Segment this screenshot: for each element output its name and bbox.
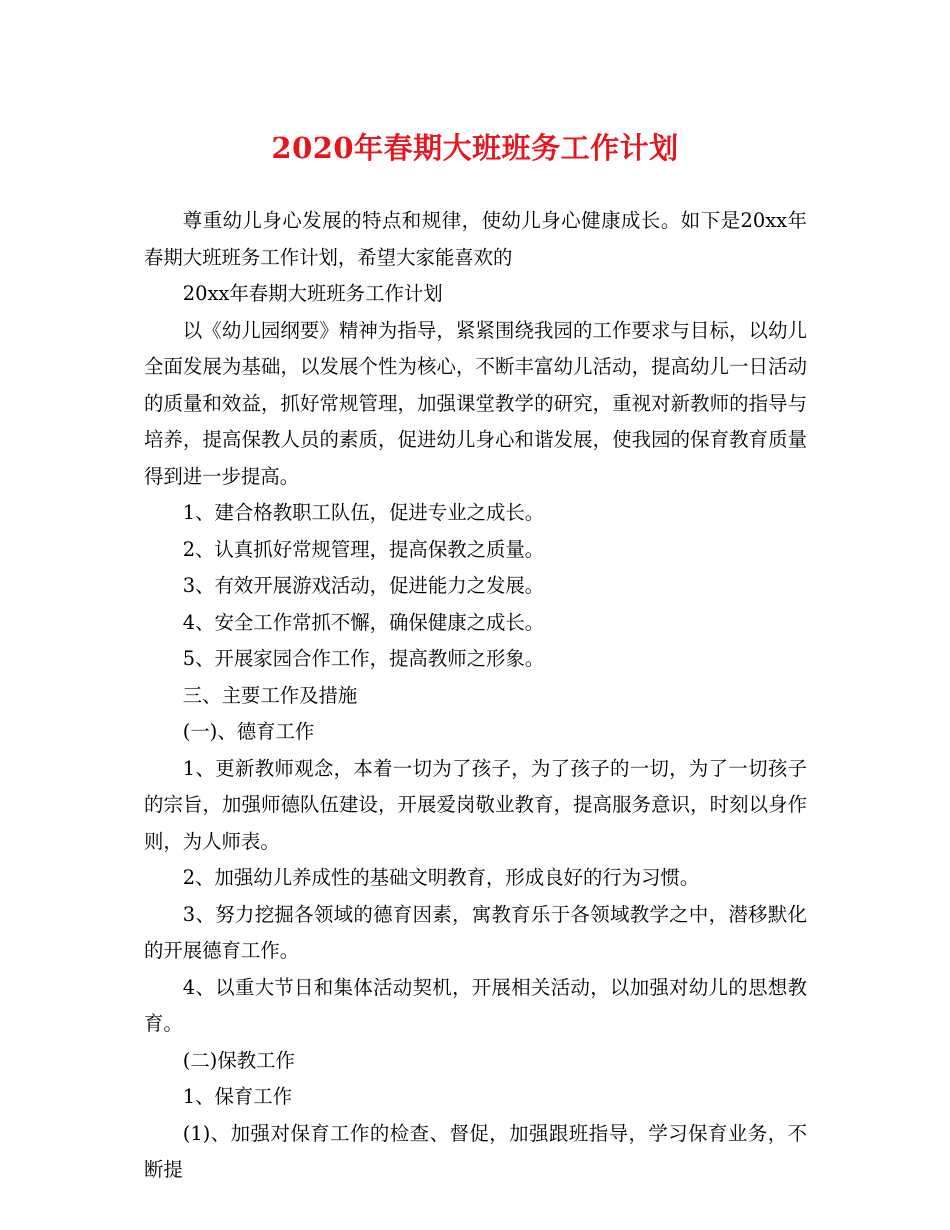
care-item-1: (1)、加强对保育工作的检查、督促，加强跟班指导，学习保育业务，不断提 xyxy=(144,1121,807,1181)
subsection-heading-care-education: (二)保教工作 xyxy=(182,1048,295,1072)
moral-item-4: 4、以重大节日和集体活动契机，开展相关活动，以加强对幼儿的思想教育。 xyxy=(144,975,807,1035)
moral-item-2: 2、加强幼儿养成性的基础文明教育，形成良好的行为习惯。 xyxy=(182,866,700,889)
section-heading-main-work: 三、主要工作及措施 xyxy=(182,683,358,707)
document-title: 2020年春期大班班务工作计划 xyxy=(271,131,679,165)
goal-item-3: 3、有效开展游戏活动，促进能力之发展。 xyxy=(182,574,545,597)
document-body xyxy=(144,203,807,1189)
moral-item-1: 1、更新教师观念，本着一切为了孩子，为了孩子的一切，为了一切孩子的宗旨，加强师德队伍建设，开展爱岗敬业教育，提高服务意识，时刻以身作则，为人师表。 xyxy=(144,756,807,853)
goal-item-2: 2、认真抓好常规管理，提高保教之质量。 xyxy=(182,537,545,561)
paragraph-intro: 尊重幼儿身心发展的特点和规律，使幼儿身心健康成长。如下是20xx年春期大班班务工作计划，希望大家能喜欢的 xyxy=(144,209,807,269)
care-heading: 1、保育工作 xyxy=(182,1085,293,1108)
goal-item-1: 1、建合格教职工队伍，促进专业之成长。 xyxy=(182,501,545,524)
paragraph-subtitle: 20xx年春期大班班务工作计划 xyxy=(182,282,443,305)
moral-item-3: 3、努力挖掘各领域的德育因素，寓教育乐于各领域教学之中，潜移默化的开展德育工作。 xyxy=(144,902,807,962)
goal-item-5: 5、开展家园合作工作，提高教师之形象。 xyxy=(182,647,545,670)
goal-item-4: 4、安全工作常抓不懈，确保健康之成长。 xyxy=(182,610,545,634)
subsection-heading-moral-education: (一)、德育工作 xyxy=(182,720,315,743)
paragraph-guiding-principle: 以《幼儿园纲要》精神为指导，紧紧围绕我园的工作要求与目标，以幼儿全面发展为基础，以发展个性为核心，不断丰富幼儿活动，提高幼儿一日活动的质量和效益，抓好常规管理，加强课堂教学的研究，重视对新教师的指导与培养，提高保教人员的素质，促进幼儿身心和谐发展，使我园的保育教育质量得到进一步提高。 xyxy=(144,318,807,488)
